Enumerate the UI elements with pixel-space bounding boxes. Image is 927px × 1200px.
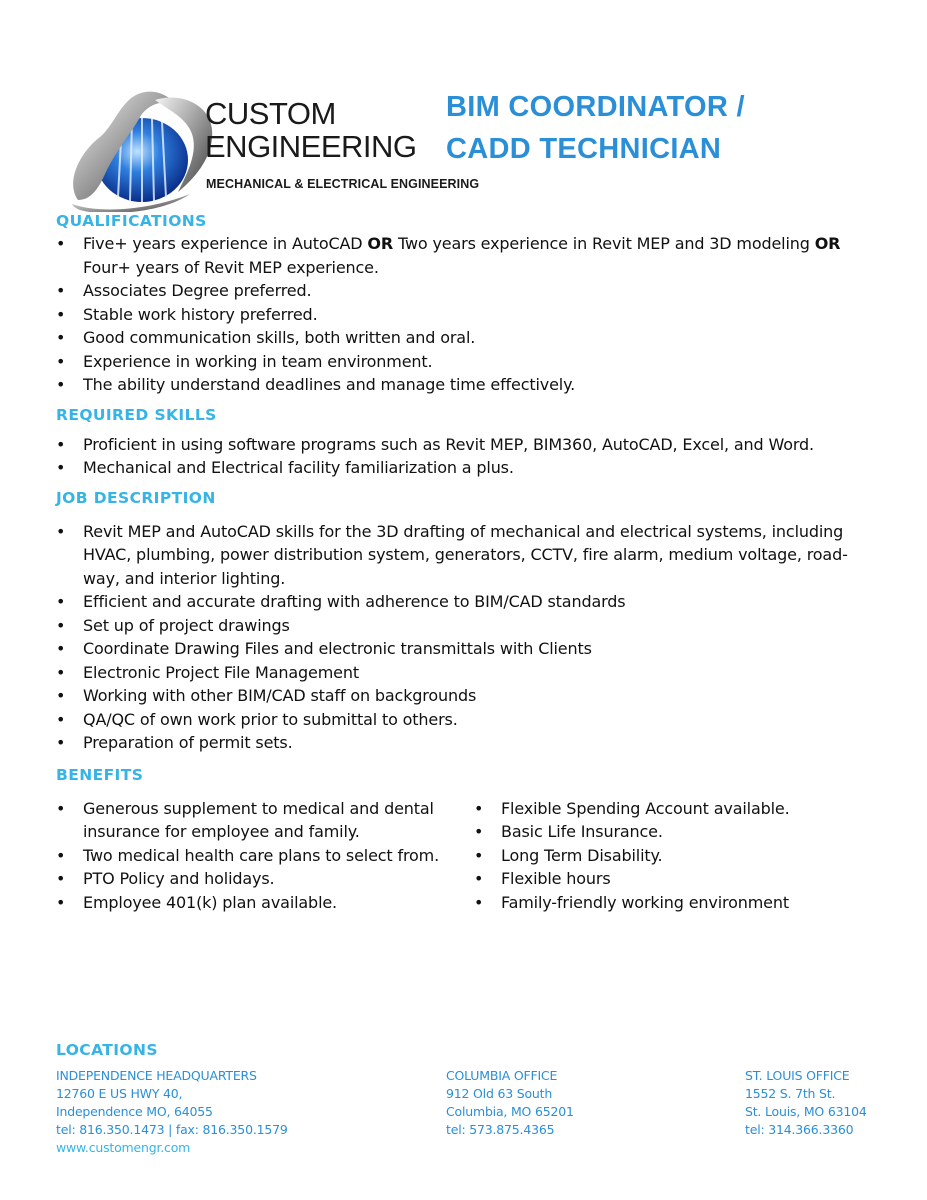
locations-columns <box>56 1067 876 1167</box>
benefits-list-right <box>474 797 874 915</box>
list-item: • PTO Policy and holidays. <box>56 867 474 891</box>
document-body <box>56 212 876 914</box>
office-phone: tel: 314.366.3360 <box>745 1122 854 1137</box>
list-item: • Proficient in using software programs such as Revit MEP, BIM360, AutoCAD, Excel, and Word. <box>56 433 876 457</box>
office-phone: tel: 816.350.1473 | fax: 816.350.1579 <box>56 1122 288 1137</box>
job-description-section <box>56 489 876 755</box>
list-item: • Associates Degree preferred. <box>56 279 876 303</box>
list-item: • Employee 401(k) plan available. <box>56 891 474 915</box>
website-link[interactable]: www.customengr.com <box>56 1140 191 1155</box>
brand-name <box>205 97 417 163</box>
list-item: • Stable work history preferred. <box>56 303 876 327</box>
list-item: • Generous supplement to medical and dental insurance for employee and family. <box>56 797 474 844</box>
job-description-heading: JOB DESCRIPTION <box>56 488 216 507</box>
columbia-office <box>446 1067 574 1139</box>
job-title-line1: BIM COORDINATOR / <box>446 91 745 123</box>
office-address-line2: St. Louis, MO 63104 <box>745 1104 867 1119</box>
required-skills-list <box>56 433 876 480</box>
qualifications-section <box>56 212 876 397</box>
office-address-line2: Independence MO, 64055 <box>56 1104 213 1119</box>
hq-office <box>56 1067 288 1157</box>
list-item: • Two medical health care plans to select from. <box>56 844 474 868</box>
brand-tagline: MECHANICAL & ELECTRICAL ENGINEERING <box>206 177 480 191</box>
emphasis-or: OR <box>814 234 841 253</box>
list-item: • Basic Life Insurance. <box>474 820 874 844</box>
office-title: INDEPENDENCE HEADQUARTERS <box>56 1068 257 1083</box>
list-item: • Good communication skills, both written and oral. <box>56 326 876 350</box>
benefits-columns <box>56 797 876 915</box>
list-item: • Long Term Disability. <box>474 844 874 868</box>
list-item: • Experience in working in team environment. <box>56 350 876 374</box>
stlouis-office <box>745 1067 867 1139</box>
list-item: • Revit MEP and AutoCAD skills for the 3D drafting of mechanical and electrical systems, including HVAC, plumbing, power distribution system, generators, CCTV, fire alarm, medium voltage, road-way, and interior lighting. <box>56 520 856 591</box>
job-title <box>446 86 745 170</box>
job-description-list <box>56 520 856 755</box>
list-item: • Efficient and accurate drafting with adherence to BIM/CAD standards <box>56 590 856 614</box>
list-item: • Preparation of permit sets. <box>56 731 856 755</box>
locations-section <box>56 1041 876 1167</box>
text-run: Five+ years experience in AutoCAD <box>83 234 368 253</box>
required-skills-heading: REQUIRED SKILLS <box>56 405 217 424</box>
list-item: • Coordinate Drawing Files and electronic transmittals with Clients <box>56 637 856 661</box>
list-item: • Family-friendly working environment <box>474 891 874 915</box>
office-address-line1: 1552 S. 7th St. <box>745 1086 836 1101</box>
office-phone: tel: 573.875.4365 <box>446 1122 555 1137</box>
emphasis-or: OR <box>367 234 394 253</box>
brand-name-line1: CUSTOM <box>205 96 336 131</box>
office-address-line2: Columbia, MO 65201 <box>446 1104 574 1119</box>
office-title: ST. LOUIS OFFICE <box>745 1068 850 1083</box>
benefits-heading: BENEFITS <box>56 765 144 784</box>
list-item: • QA/QC of own work prior to submittal to others. <box>56 708 856 732</box>
office-address-line1: 12760 E US HWY 40, <box>56 1086 183 1101</box>
office-address-line1: 912 Old 63 South <box>446 1086 553 1101</box>
list-item: • The ability understand deadlines and manage time effectively. <box>56 373 876 397</box>
list-item <box>56 232 876 279</box>
list-item: • Working with other BIM/CAD staff on backgrounds <box>56 684 856 708</box>
benefits-section <box>56 766 876 915</box>
list-item: • Mechanical and Electrical facility familiarization a plus. <box>56 456 876 480</box>
office-title: COLUMBIA OFFICE <box>446 1068 558 1083</box>
locations-heading: LOCATIONS <box>56 1041 158 1059</box>
brand-name-line2: ENGINEERING <box>205 129 417 164</box>
list-item: • Flexible Spending Account available. <box>474 797 874 821</box>
list-item: • Flexible hours <box>474 867 874 891</box>
benefits-list-left <box>56 797 474 915</box>
text-run: Four+ years of Revit MEP experience. <box>83 257 379 277</box>
qualifications-list <box>56 232 876 397</box>
company-logo <box>60 82 220 212</box>
job-title-line2: CADD TECHNICIAN <box>446 133 722 165</box>
list-item: • Electronic Project File Management <box>56 661 856 685</box>
required-skills-section <box>56 406 876 480</box>
qualifications-heading: QUALIFICATIONS <box>56 212 207 230</box>
list-item: • Set up of project drawings <box>56 614 856 638</box>
text-run: Two years experience in Revit MEP and 3D modeling <box>393 234 815 253</box>
